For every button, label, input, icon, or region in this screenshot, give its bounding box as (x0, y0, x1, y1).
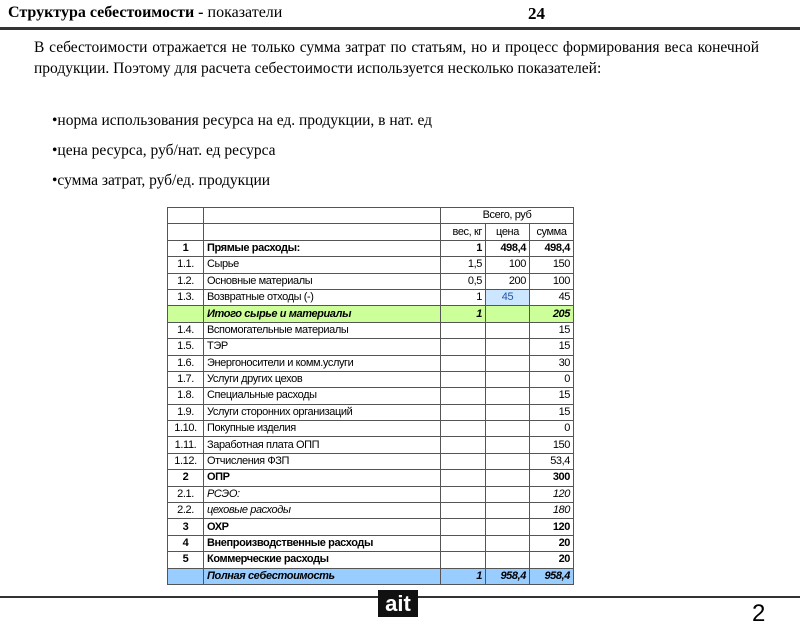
row-sum: 0 (530, 371, 574, 387)
row-name: Покупные изделия (204, 421, 441, 437)
row-name: Прямые расходы: (204, 240, 441, 256)
bullet-item: •сумма затрат, руб/ед. продукции (52, 172, 271, 189)
row-sum: 150 (530, 437, 574, 453)
bullet-item: •норма использования ресурса на ед. продукции, в нат. ед (52, 112, 433, 129)
row-weight (441, 371, 486, 387)
row-sum: 53,4 (530, 453, 574, 469)
intro-paragraph: В себестоимости отражается не только сумма затрат по статьям, но и процесс формирования веса конечной продукции. Поэтому для расчета себестоимости используется несколько показателей: (34, 39, 759, 77)
company-logo: ait (378, 590, 418, 617)
row-price (486, 355, 530, 371)
row-name: Сырье (204, 257, 441, 273)
row-weight (441, 486, 486, 502)
row-sum: 180 (530, 503, 574, 519)
row-number: 3 (168, 519, 204, 535)
row-name: ТЭР (204, 339, 441, 355)
row-name: ОПР (204, 470, 441, 486)
row-name: Итого сырье и материалы (204, 306, 441, 322)
row-name: Вспомогательные материалы (204, 322, 441, 338)
row-price (486, 535, 530, 551)
row-number: 1.7. (168, 371, 204, 387)
row-name: Услуги сторонних организаций (204, 404, 441, 420)
row-weight (441, 339, 486, 355)
cost-structure-table (167, 207, 574, 585)
table-row (168, 273, 574, 289)
row-name: ОХР (204, 519, 441, 535)
table-row (168, 568, 574, 584)
row-sum: 150 (530, 257, 574, 273)
table-row (168, 486, 574, 502)
row-sum: 30 (530, 355, 574, 371)
table-header-row (168, 208, 574, 224)
row-sum: 498,4 (530, 240, 574, 256)
slide-title: Структура себестоимости - показатели (8, 4, 283, 21)
col-header-price: цена (486, 224, 530, 240)
row-weight (441, 437, 486, 453)
row-price (486, 503, 530, 519)
row-sum: 100 (530, 273, 574, 289)
row-name: Специальные расходы (204, 388, 441, 404)
row-number: 1 (168, 240, 204, 256)
bullet-item: •цена ресурса, руб/нат. ед ресурса (52, 142, 276, 159)
row-price (486, 421, 530, 437)
table-row (168, 339, 574, 355)
table-row (168, 371, 574, 387)
row-name: Заработная плата ОПП (204, 437, 441, 453)
row-number: 2.1. (168, 486, 204, 502)
row-name: РСЭО: (204, 486, 441, 502)
table-row (168, 306, 574, 322)
table-row (168, 453, 574, 469)
row-number: 1.8. (168, 388, 204, 404)
row-sum: 15 (530, 388, 574, 404)
row-number: 2.2. (168, 503, 204, 519)
row-price: 45 (486, 289, 530, 305)
table-row (168, 519, 574, 535)
row-price: 498,4 (486, 240, 530, 256)
row-sum: 0 (530, 421, 574, 437)
row-sum: 45 (530, 289, 574, 305)
table-row (168, 240, 574, 256)
row-number: 1.6. (168, 355, 204, 371)
row-price (486, 519, 530, 535)
row-number: 2 (168, 470, 204, 486)
row-weight: 0,5 (441, 273, 486, 289)
row-price (486, 404, 530, 420)
row-weight (441, 453, 486, 469)
row-number: 1.11. (168, 437, 204, 453)
row-sum: 205 (530, 306, 574, 322)
table-row (168, 421, 574, 437)
row-weight (441, 519, 486, 535)
row-number: 1.2. (168, 273, 204, 289)
table-row (168, 257, 574, 273)
row-number (168, 568, 204, 584)
row-price: 958,4 (486, 568, 530, 584)
row-weight: 1 (441, 289, 486, 305)
table-row (168, 552, 574, 568)
row-price (486, 470, 530, 486)
row-sum: 15 (530, 322, 574, 338)
row-number: 1.12. (168, 453, 204, 469)
slide-corner-number: 2 (752, 600, 766, 627)
row-weight (441, 535, 486, 551)
row-weight (441, 503, 486, 519)
row-name: Коммерческие расходы (204, 552, 441, 568)
row-price: 100 (486, 257, 530, 273)
row-price (486, 339, 530, 355)
row-weight (441, 421, 486, 437)
row-sum: 15 (530, 339, 574, 355)
row-sum: 20 (530, 552, 574, 568)
row-price (486, 453, 530, 469)
top-divider (0, 27, 800, 30)
row-weight (441, 355, 486, 371)
row-number (168, 306, 204, 322)
table-subheader-row (168, 224, 574, 240)
row-sum: 20 (530, 535, 574, 551)
row-weight (441, 388, 486, 404)
row-number: 1.4. (168, 322, 204, 338)
row-name: Возвратные отходы (-) (204, 289, 441, 305)
row-weight (441, 322, 486, 338)
table-row (168, 503, 574, 519)
row-weight: 1 (441, 240, 486, 256)
col-header-sum: сумма (530, 224, 574, 240)
table-row (168, 470, 574, 486)
row-price (486, 388, 530, 404)
row-number: 1.10. (168, 421, 204, 437)
row-name: Основные материалы (204, 273, 441, 289)
row-sum: 120 (530, 519, 574, 535)
row-weight (441, 552, 486, 568)
page-number: 24 (528, 4, 545, 23)
row-price (486, 486, 530, 502)
row-sum: 958,4 (530, 568, 574, 584)
col-header-weight: вес, кг (441, 224, 486, 240)
table-row (168, 437, 574, 453)
row-weight (441, 404, 486, 420)
row-sum: 300 (530, 470, 574, 486)
table-row (168, 355, 574, 371)
row-price: 200 (486, 273, 530, 289)
row-number: 1.5. (168, 339, 204, 355)
row-name: Полная себестоимость (204, 568, 441, 584)
row-price (486, 552, 530, 568)
row-number: 1.1. (168, 257, 204, 273)
table-row (168, 322, 574, 338)
row-number: 4 (168, 535, 204, 551)
table-row (168, 388, 574, 404)
row-sum: 15 (530, 404, 574, 420)
row-price (486, 322, 530, 338)
row-weight: 1,5 (441, 257, 486, 273)
row-name: Внепроизводственные расходы (204, 535, 441, 551)
row-number: 1.9. (168, 404, 204, 420)
row-number: 5 (168, 552, 204, 568)
row-price (486, 306, 530, 322)
group-header: Всего, руб (441, 208, 574, 224)
table-row (168, 535, 574, 551)
row-weight: 1 (441, 306, 486, 322)
row-name: Отчисления ФЗП (204, 453, 441, 469)
row-name: Услуги других цехов (204, 371, 441, 387)
row-price (486, 437, 530, 453)
table-row (168, 404, 574, 420)
row-number: 1.3. (168, 289, 204, 305)
row-sum: 120 (530, 486, 574, 502)
row-name: Энергоносители и комм.услуги (204, 355, 441, 371)
row-name: цеховые расходы (204, 503, 441, 519)
row-weight: 1 (441, 568, 486, 584)
row-weight (441, 470, 486, 486)
table-row (168, 289, 574, 305)
row-price (486, 371, 530, 387)
